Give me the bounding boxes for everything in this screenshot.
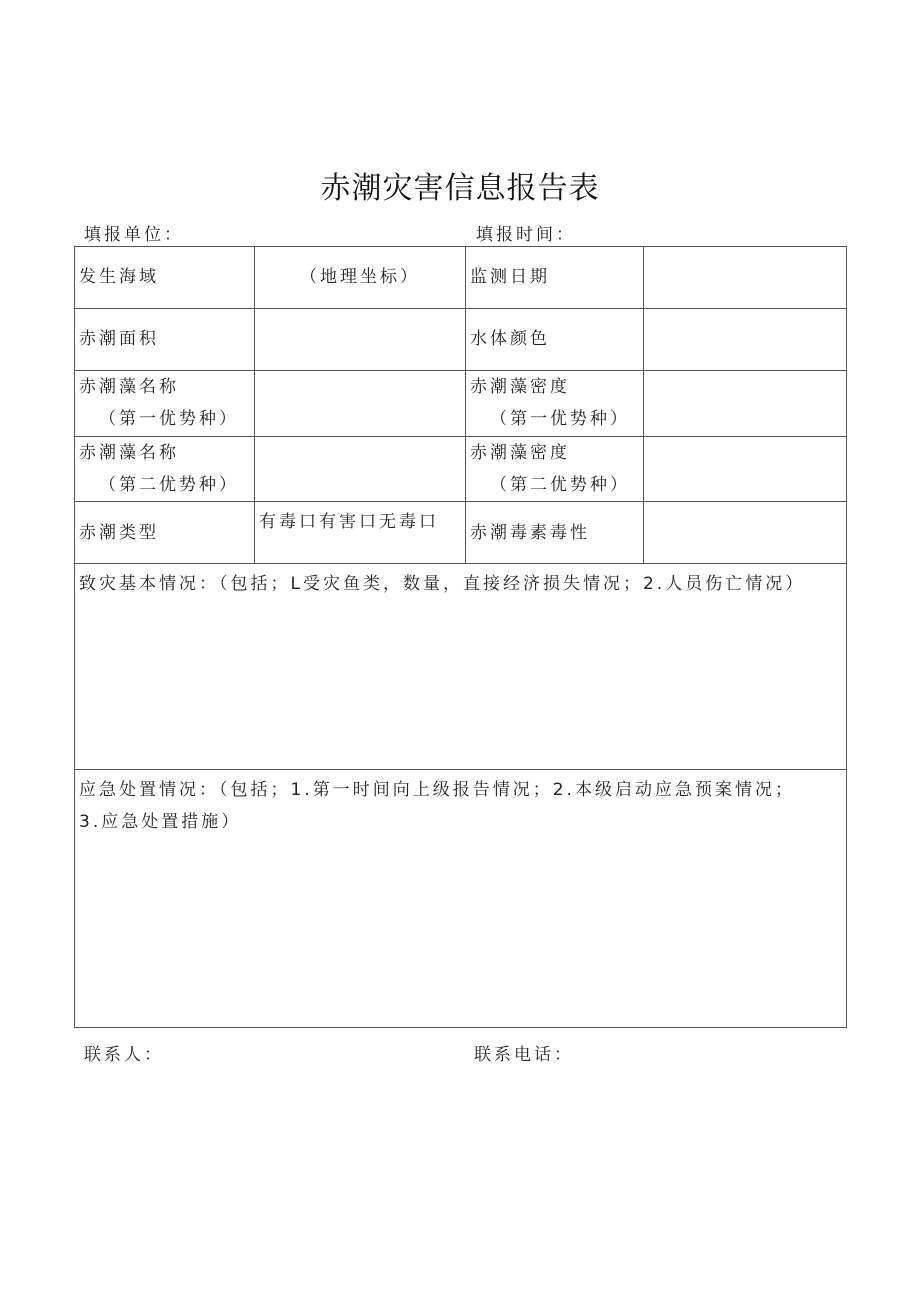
area-label: 赤潮面积 (75, 309, 255, 371)
algae2-density-label: 赤潮藻密度 (470, 442, 570, 463)
water-color-label: 水体颜色 (466, 309, 644, 371)
table-row (75, 371, 847, 437)
algae2-name-field[interactable] (255, 436, 466, 502)
type-options[interactable]: 有毒口有害口无毒口 (255, 502, 466, 564)
monitor-date-label: 监测日期 (466, 247, 644, 309)
toxicity-label: 赤潮毒素毒性 (466, 502, 644, 564)
contact-person-label: 联系人： (84, 1045, 164, 1065)
algae1-name-field[interactable] (255, 371, 466, 437)
algae2-name-label: 赤潮藻名称 (79, 442, 179, 463)
emergency-handling-field[interactable] (75, 770, 847, 1028)
algae2-density-sub: （第二优势种） (490, 474, 630, 495)
algae1-density-sub: （第一优势种） (490, 409, 630, 430)
table-row (75, 436, 847, 502)
table-row (75, 564, 847, 770)
algae1-name-label: 赤潮藻名称 (79, 377, 179, 397)
page-title: 赤潮灾害信息报告表 (320, 171, 600, 206)
table-row (75, 770, 847, 1028)
report-form-table (74, 246, 847, 1028)
disaster-situation-label: 致灾基本情况：（包括；L受灾鱼类，数量，直接经济损失情况；2.人员伤亡情况） (79, 574, 806, 595)
disaster-situation-field[interactable] (75, 564, 847, 770)
water-color-field[interactable] (644, 309, 847, 371)
contact-phone-label: 联系电话： (474, 1045, 574, 1065)
emergency-handling-line2: 3.应急处置措施） (79, 812, 242, 833)
fill-unit-label: 填报单位： (84, 225, 184, 245)
algae1-name-cell (75, 371, 255, 437)
sea-area-label: 发生海域 (75, 247, 255, 309)
table-row (75, 309, 847, 371)
algae1-name-sub: （第一优势种） (99, 409, 239, 430)
sea-area-field[interactable]: （地理坐标） (255, 247, 466, 309)
algae2-name-sub: （第二优势种） (99, 474, 239, 495)
area-field[interactable] (255, 309, 466, 371)
table-row (75, 502, 847, 564)
fill-time-label: 填报时间： (476, 225, 576, 245)
algae2-name-cell (75, 436, 255, 502)
algae2-density-field[interactable] (644, 436, 847, 502)
monitor-date-field[interactable] (644, 247, 847, 309)
algae1-density-field[interactable] (644, 371, 847, 437)
table-row (75, 247, 847, 309)
algae1-density-label: 赤潮藻密度 (470, 377, 570, 397)
type-label: 赤潮类型 (75, 502, 255, 564)
toxicity-field[interactable] (644, 502, 847, 564)
algae2-density-cell (466, 436, 644, 502)
algae1-density-cell (466, 371, 644, 437)
emergency-handling-line1: 应急处置情况：（包括；1.第一时间向上级报告情况；2.本级启动应急预案情况； (79, 780, 795, 801)
